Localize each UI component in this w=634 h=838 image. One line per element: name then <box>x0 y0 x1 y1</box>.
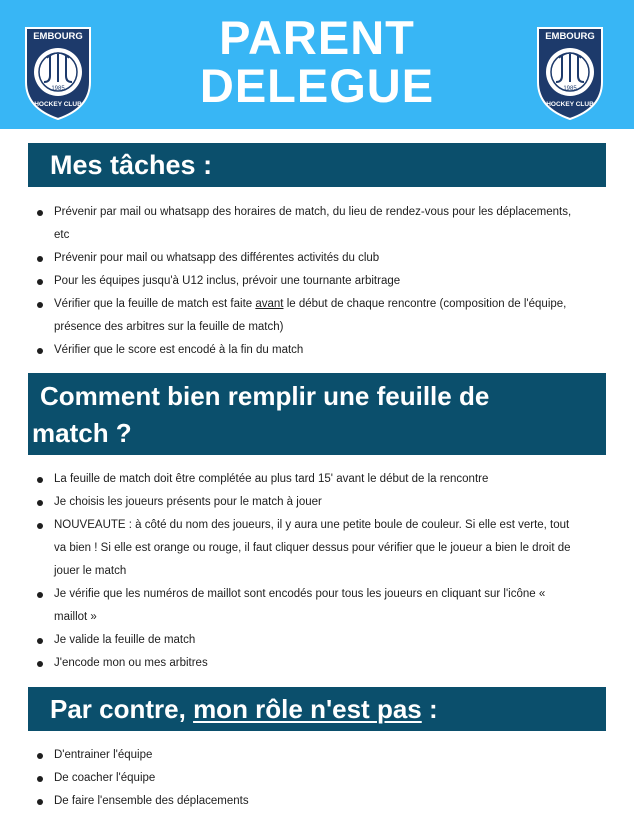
tasks-list <box>0 201 574 362</box>
logo-bottom-text: HOCKEY CLUB <box>34 101 82 108</box>
list-item: J'encode mon ou mes arbitres <box>0 652 574 675</box>
list-item: NOUVEAUTE : à côté du nom des joueurs, il y aura une petite boule de couleur. Si elle est verte, tout va bien ! Si elle est orange ou rouge, il faut cliquer dessus pour vérifier que le joueur a bien le droit de jouer le match <box>0 514 574 583</box>
list-item: Je choisis les joueurs présents pour le match à jouer <box>0 491 574 514</box>
item-text-part: Vérifier que la feuille de match est faite <box>54 298 256 310</box>
heading-underlined: mon rôle n'est pas <box>193 694 422 724</box>
list-item: Vérifier que le score est encodé à la fin du match <box>0 339 574 362</box>
section-heading-match-sheet <box>28 373 606 455</box>
section-heading-line-1: Comment bien remplir une feuille de <box>40 381 490 411</box>
list-item: Je vérifie que les numéros de maillot sont encodés pour tous les joueurs en cliquant sur l'icône « maillot » <box>0 583 574 629</box>
section-heading-text <box>50 691 438 727</box>
logo-bottom-text: HOCKEY CLUB <box>546 101 594 108</box>
logo-year: 1985 <box>51 86 65 92</box>
logo-year: 1985 <box>563 86 577 92</box>
section-heading-tasks <box>28 143 606 187</box>
logo-top-text: EMBOURG <box>33 31 83 42</box>
title-line-1: PARENT <box>219 11 415 64</box>
list-item: Prévenir pour mail ou whatsapp des différentes activités du club <box>0 247 574 270</box>
heading-suffix: : <box>421 694 438 724</box>
list-item: La feuille de match doit être complétée au plus tard 15' avant le début de la rencontre <box>0 468 574 491</box>
section-heading-not-my-role <box>28 687 606 731</box>
club-logo <box>534 24 606 122</box>
header-banner <box>0 0 634 129</box>
list-item <box>0 293 574 339</box>
list-item: D'entrainer l'équipe <box>0 744 574 767</box>
section-heading-text: Mes tâches : <box>50 150 213 180</box>
section-heading-line-2: match ? <box>32 418 132 448</box>
list-item: Je valide la feuille de match <box>0 629 574 652</box>
heading-prefix: Par contre, <box>50 694 194 724</box>
list-item: Pour les équipes jusqu'à U12 inclus, prévoir une tournante arbitrage <box>0 270 574 293</box>
item-text-part: le début de chaque rencontre (composition de l'équipe, présence des arbitres sur la feuille de match) <box>54 298 567 333</box>
emphasis-underlined: avant <box>255 298 284 310</box>
logo-top-text: EMBOURG <box>545 31 595 42</box>
list-item: Prévenir par mail ou whatsapp des horaires de match, du lieu de rendez-vous pour les déplacements, etc <box>0 201 574 247</box>
list-item: De faire l'ensemble des déplacements <box>0 790 574 813</box>
not-my-role-list <box>0 744 574 813</box>
title-line-2: DELEGUE <box>199 59 435 112</box>
list-item: De coacher l'équipe <box>0 767 574 790</box>
match-sheet-list <box>0 468 574 675</box>
